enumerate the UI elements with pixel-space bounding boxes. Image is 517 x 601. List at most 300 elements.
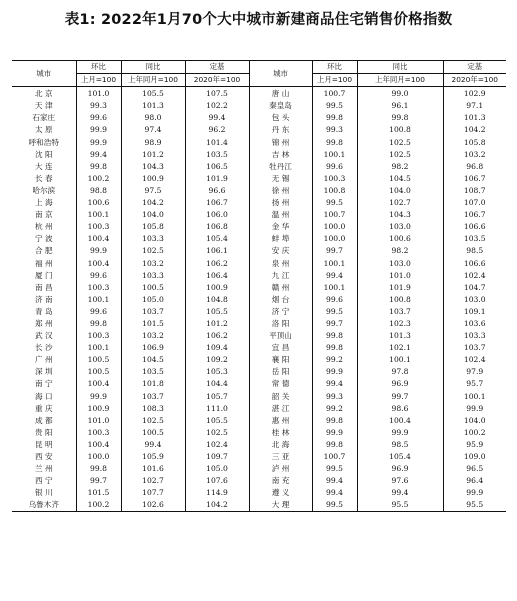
mom-cell: 100.7 [312,451,357,463]
yoy-cell: 103.0 [357,258,443,270]
city-cell: 沈 阳 [12,149,76,161]
city-cell: 南 京 [12,209,76,221]
mom-cell: 99.5 [312,499,357,512]
mom-cell: 100.1 [312,149,357,161]
table-row [12,149,506,161]
base-subheader-right: 2020年=100 [443,74,506,87]
mom-cell: 99.7 [312,318,357,330]
mom-header-right: 环比 [312,61,357,74]
base-cell: 96.5 [466,464,484,474]
city-cell: 呼和浩特 [12,137,76,149]
yoy-cell: 100.8 [357,124,443,136]
yoy-subheader-left: 上年同月=100 [121,74,185,87]
city-cell: 桂 林 [249,427,312,439]
mom-cell: 100.1 [76,209,121,221]
city-cell: 三 亚 [249,451,312,463]
mom-cell: 100.6 [76,197,121,209]
yoy-cell: 99.0 [357,87,443,101]
yoy-cell: 100.8 [357,294,443,306]
yoy-cell: 101.5 [121,318,185,330]
table-row [12,487,506,499]
city-cell: 武 汉 [12,330,76,342]
base-cell: 103.5 [463,234,486,244]
mom-cell: 100.4 [76,378,121,390]
mom-cell: 99.3 [312,124,357,136]
city-cell: 济 南 [12,294,76,306]
mom-cell: 99.9 [76,124,121,136]
mom-cell: 99.6 [76,270,121,282]
yoy-cell: 105.5 [121,87,185,101]
city-cell: 湛 江 [249,403,312,415]
city-cell: 赣 州 [249,282,312,294]
yoy-cell: 98.2 [357,245,443,257]
mom-cell: 100.2 [76,499,121,512]
yoy-cell: 100.5 [121,282,185,294]
table-row [12,173,506,185]
city-cell: 惠 州 [249,415,312,427]
yoy-cell: 101.9 [357,282,443,294]
base-cell: 95.5 [443,499,506,512]
city-cell: 大 理 [249,499,312,512]
yoy-cell: 103.2 [121,330,185,342]
base-cell: 96.6 [185,185,249,197]
base-cell: 104.2 [463,125,486,135]
yoy-cell: 98.5 [357,439,443,451]
table-row [12,378,506,390]
yoy-cell: 104.0 [121,209,185,221]
mom-cell: 99.5 [312,306,357,318]
base-cell: 105.5 [185,415,249,427]
base-cell: 102.4 [463,270,486,280]
city-cell: 南 昌 [12,282,76,294]
mom-cell: 99.3 [312,391,357,403]
yoy-cell: 99.4 [121,439,185,451]
mom-cell: 99.8 [312,330,357,342]
base-cell: 106.5 [185,161,249,173]
base-cell: 102.4 [463,355,486,365]
mom-cell: 99.8 [76,161,121,173]
base-cell: 106.4 [185,270,249,282]
table-row [12,463,506,475]
city-cell: 金 华 [249,221,312,233]
base-cell: 100.9 [185,282,249,294]
city-cell: 烟 台 [249,294,312,306]
base-cell: 103.0 [463,294,486,304]
table-row [12,342,506,354]
yoy-cell: 104.3 [121,161,185,173]
table-row [12,403,506,415]
mom-cell: 99.9 [312,366,357,378]
base-cell: 107.5 [185,87,249,101]
city-cell: 杭 州 [12,221,76,233]
city-cell: 福 州 [12,258,76,270]
yoy-cell: 102.3 [357,318,443,330]
city-cell: 扬 州 [249,197,312,209]
mom-cell: 99.7 [312,245,357,257]
base-cell: 105.3 [185,366,249,378]
yoy-cell: 101.3 [121,100,185,112]
mom-cell: 99.6 [312,294,357,306]
city-cell: 徐 州 [249,185,312,197]
yoy-cell: 102.5 [121,415,185,427]
base-cell: 103.2 [463,149,486,159]
yoy-cell: 103.7 [121,306,185,318]
city-cell: 上 海 [12,197,76,209]
city-cell: 大 连 [12,161,76,173]
yoy-cell: 103.7 [357,306,443,318]
mom-cell: 99.9 [76,245,121,257]
base-cell: 103.3 [463,331,486,341]
yoy-cell: 101.8 [121,378,185,390]
base-cell: 99.9 [466,488,484,498]
city-cell: 宁 波 [12,233,76,245]
city-cell: 丹 东 [249,124,312,136]
yoy-cell: 99.8 [357,112,443,124]
mom-cell: 99.5 [312,100,357,112]
city-cell: 济 宁 [249,306,312,318]
table-row [12,185,506,197]
yoy-subheader-right: 上年同月=100 [357,74,443,87]
mom-cell: 100.2 [76,173,121,185]
table-row [12,294,506,306]
mom-cell: 100.3 [76,427,121,439]
yoy-cell: 104.5 [357,173,443,185]
base-cell: 106.8 [185,221,249,233]
mom-cell: 100.3 [76,330,121,342]
city-cell: 北 海 [249,439,312,451]
base-cell: 101.2 [185,318,249,330]
mom-cell: 100.3 [312,173,357,185]
table-row [12,391,506,403]
yoy-cell: 104.5 [121,354,185,366]
city-cell: 昆 明 [12,439,76,451]
city-cell: 厦 门 [12,270,76,282]
mom-cell: 99.8 [312,439,357,451]
table-row [12,197,506,209]
base-header-right: 定基 [443,61,506,74]
base-cell: 95.9 [466,439,484,449]
base-cell: 109.4 [185,342,249,354]
city-cell: 遵 义 [249,487,312,499]
mom-cell: 99.2 [312,354,357,366]
mom-cell: 99.8 [312,112,357,124]
mom-cell: 100.3 [76,221,121,233]
base-cell: 109.1 [463,306,486,316]
city-cell: 银 川 [12,487,76,499]
mom-subheader-left: 上月=100 [76,74,121,87]
base-cell: 109.0 [463,452,486,461]
mom-cell: 99.4 [76,149,121,161]
city-header-right: 城市 [249,61,312,87]
base-cell: 109.2 [185,354,249,366]
price-index-table [12,60,506,512]
base-cell: 106.6 [463,258,486,268]
base-cell: 111.0 [185,403,249,415]
city-cell: 太 原 [12,124,76,136]
mom-cell: 99.8 [76,318,121,330]
city-cell: 安 庆 [249,245,312,257]
mom-header-left: 环比 [76,61,121,74]
mom-cell: 99.6 [76,306,121,318]
city-cell: 西 宁 [12,475,76,487]
yoy-cell: 100.4 [357,415,443,427]
city-header-left: 城市 [12,61,76,87]
table-row [12,439,506,451]
city-cell: 南 充 [249,475,312,487]
yoy-cell: 102.5 [357,149,443,161]
base-cell: 107.0 [463,198,486,208]
table-row [12,475,506,487]
table-row [12,354,506,366]
yoy-cell: 103.3 [121,270,185,282]
table-row [12,318,506,330]
base-cell: 104.0 [463,415,486,425]
city-cell: 深 圳 [12,366,76,378]
base-cell: 106.2 [185,330,249,342]
city-cell: 北 京 [12,87,76,101]
base-cell: 103.5 [185,149,249,161]
table-row [12,258,506,270]
yoy-cell: 105.8 [121,221,185,233]
yoy-cell: 97.4 [121,124,185,136]
mom-cell: 99.4 [312,487,357,499]
city-cell: 青 岛 [12,306,76,318]
city-cell: 哈尔滨 [12,185,76,197]
yoy-cell: 101.2 [121,149,185,161]
yoy-cell: 107.7 [121,487,185,499]
yoy-cell: 100.9 [121,173,185,185]
base-cell: 106.7 [463,210,486,220]
mom-cell: 101.0 [76,87,121,101]
mom-cell: 99.5 [312,197,357,209]
city-cell: 常 德 [249,378,312,390]
base-cell: 104.2 [185,499,249,512]
base-cell: 103.6 [463,318,486,328]
city-cell: 长 春 [12,173,76,185]
base-cell: 106.7 [185,197,249,209]
base-cell: 100.2 [463,427,486,437]
yoy-cell: 102.7 [357,197,443,209]
city-cell: 西 安 [12,451,76,463]
yoy-cell: 103.3 [121,233,185,245]
table-body [12,87,506,512]
table-row [12,233,506,245]
mom-cell: 100.1 [312,282,357,294]
yoy-cell: 102.1 [357,342,443,354]
yoy-cell: 98.6 [357,403,443,415]
base-cell: 101.9 [185,173,249,185]
city-cell: 九 江 [249,270,312,282]
table-row [12,161,506,173]
mom-cell: 100.5 [76,354,121,366]
base-cell: 106.2 [185,258,249,270]
mom-cell: 99.6 [76,112,121,124]
mom-cell: 100.5 [76,366,121,378]
table-row [12,427,506,439]
mom-cell: 99.8 [312,415,357,427]
base-cell: 101.3 [463,113,486,123]
base-cell: 114.9 [185,487,249,499]
base-cell: 106.7 [463,173,486,183]
city-cell: 平顶山 [249,330,312,342]
base-cell: 104.7 [463,282,486,292]
yoy-cell: 105.9 [121,451,185,463]
city-cell: 洛 阳 [249,318,312,330]
base-cell: 96.4 [466,476,484,486]
yoy-cell: 95.5 [357,499,443,512]
mom-cell: 100.7 [312,209,357,221]
city-cell: 海 口 [12,391,76,403]
base-cell: 102.5 [185,427,249,439]
city-cell: 无 锡 [249,173,312,185]
yoy-cell: 101.6 [121,463,185,475]
mom-subheader-right: 上月=100 [312,74,357,87]
yoy-cell: 105.0 [121,294,185,306]
table-row [12,415,506,427]
mom-cell: 99.8 [312,137,357,149]
yoy-cell: 103.7 [121,391,185,403]
city-cell: 成 都 [12,415,76,427]
yoy-cell: 102.5 [121,245,185,257]
table-row [12,499,506,512]
base-cell: 99.4 [185,112,249,124]
yoy-cell: 100.6 [357,233,443,245]
base-cell: 105.7 [185,391,249,403]
city-cell: 南 宁 [12,378,76,390]
base-cell: 100.1 [463,391,486,401]
mom-cell: 101.5 [76,487,121,499]
yoy-cell: 103.0 [357,221,443,233]
table-row [12,245,506,257]
base-cell: 98.5 [466,246,484,256]
base-cell: 105.0 [185,463,249,475]
city-cell: 襄 阳 [249,354,312,366]
city-cell: 贵 阳 [12,427,76,439]
mom-cell: 99.3 [76,100,121,112]
city-cell: 重 庆 [12,403,76,415]
table-row [12,112,506,124]
yoy-cell: 98.2 [357,161,443,173]
mom-cell: 99.5 [312,463,357,475]
base-cell: 109.7 [185,451,249,463]
yoy-cell: 104.2 [121,197,185,209]
city-cell: 石家庄 [12,112,76,124]
mom-cell: 98.8 [76,185,121,197]
city-cell: 秦皇岛 [249,100,312,112]
city-cell: 泸 州 [249,463,312,475]
mom-cell: 100.1 [76,342,121,354]
city-cell: 岳 阳 [249,366,312,378]
yoy-cell: 101.0 [357,270,443,282]
yoy-cell: 102.7 [121,475,185,487]
city-cell: 温 州 [249,209,312,221]
base-cell: 105.4 [185,233,249,245]
mom-cell: 100.4 [76,258,121,270]
yoy-cell: 97.8 [357,366,443,378]
city-cell: 天 津 [12,100,76,112]
city-cell: 乌鲁木齐 [12,499,76,512]
yoy-header-left: 同比 [121,61,185,74]
table-row [12,451,506,463]
city-cell: 唐 山 [249,87,312,101]
base-cell: 103.7 [463,343,486,353]
base-cell: 105.8 [463,137,486,147]
mom-cell: 99.7 [76,475,121,487]
yoy-cell: 98.9 [121,137,185,149]
mom-cell: 99.8 [76,463,121,475]
table-row [12,124,506,136]
city-cell: 泉 州 [249,258,312,270]
base-cell: 104.4 [185,378,249,390]
base-cell: 96.2 [185,124,249,136]
city-cell: 广 州 [12,354,76,366]
city-cell: 合 肥 [12,245,76,257]
base-cell: 108.7 [463,185,486,195]
mom-cell: 100.1 [76,294,121,306]
base-cell: 107.6 [185,475,249,487]
base-subheader-left: 2020年=100 [185,74,249,87]
city-cell: 锦 州 [249,137,312,149]
mom-cell: 100.1 [312,258,357,270]
base-header-left: 定基 [185,61,249,74]
mom-cell: 99.4 [312,270,357,282]
mom-cell: 99.4 [312,475,357,487]
table-title: 表1: 2022年1月70个大中城市新建商品住宅销售价格指数 [64,12,453,28]
city-cell: 宜 昌 [249,342,312,354]
city-cell: 包 头 [249,112,312,124]
table-row [12,137,506,149]
yoy-cell: 96.1 [357,100,443,112]
yoy-cell: 96.9 [357,463,443,475]
city-cell: 郑 州 [12,318,76,330]
yoy-cell: 103.2 [121,258,185,270]
yoy-cell: 99.4 [357,487,443,499]
mom-cell: 100.8 [312,185,357,197]
table-row [12,306,506,318]
mom-cell: 99.4 [312,378,357,390]
mom-cell: 99.9 [312,427,357,439]
base-cell: 105.5 [185,306,249,318]
yoy-cell: 104.0 [357,185,443,197]
mom-cell: 99.8 [312,342,357,354]
base-cell: 106.6 [463,222,486,232]
mom-cell: 99.9 [76,391,121,403]
yoy-header-right: 同比 [357,61,443,74]
base-cell: 99.9 [466,403,484,413]
yoy-cell: 97.6 [357,475,443,487]
mom-cell: 101.0 [76,415,121,427]
mom-cell: 100.0 [312,221,357,233]
yoy-cell: 103.5 [121,366,185,378]
yoy-cell: 99.7 [357,391,443,403]
yoy-cell: 96.9 [357,378,443,390]
yoy-cell: 97.5 [121,185,185,197]
city-cell: 蚌 埠 [249,233,312,245]
mom-cell: 100.0 [312,233,357,245]
base-cell: 102.2 [185,100,249,112]
yoy-cell: 106.9 [121,342,185,354]
mom-cell: 100.4 [76,233,121,245]
yoy-cell: 98.0 [121,112,185,124]
base-cell: 106.0 [185,209,249,221]
table-row [12,209,506,221]
city-cell: 韶 关 [249,391,312,403]
table-row [12,100,506,112]
table-row [12,221,506,233]
table-row [12,330,506,342]
mom-cell: 100.4 [76,439,121,451]
base-cell: 104.8 [185,294,249,306]
